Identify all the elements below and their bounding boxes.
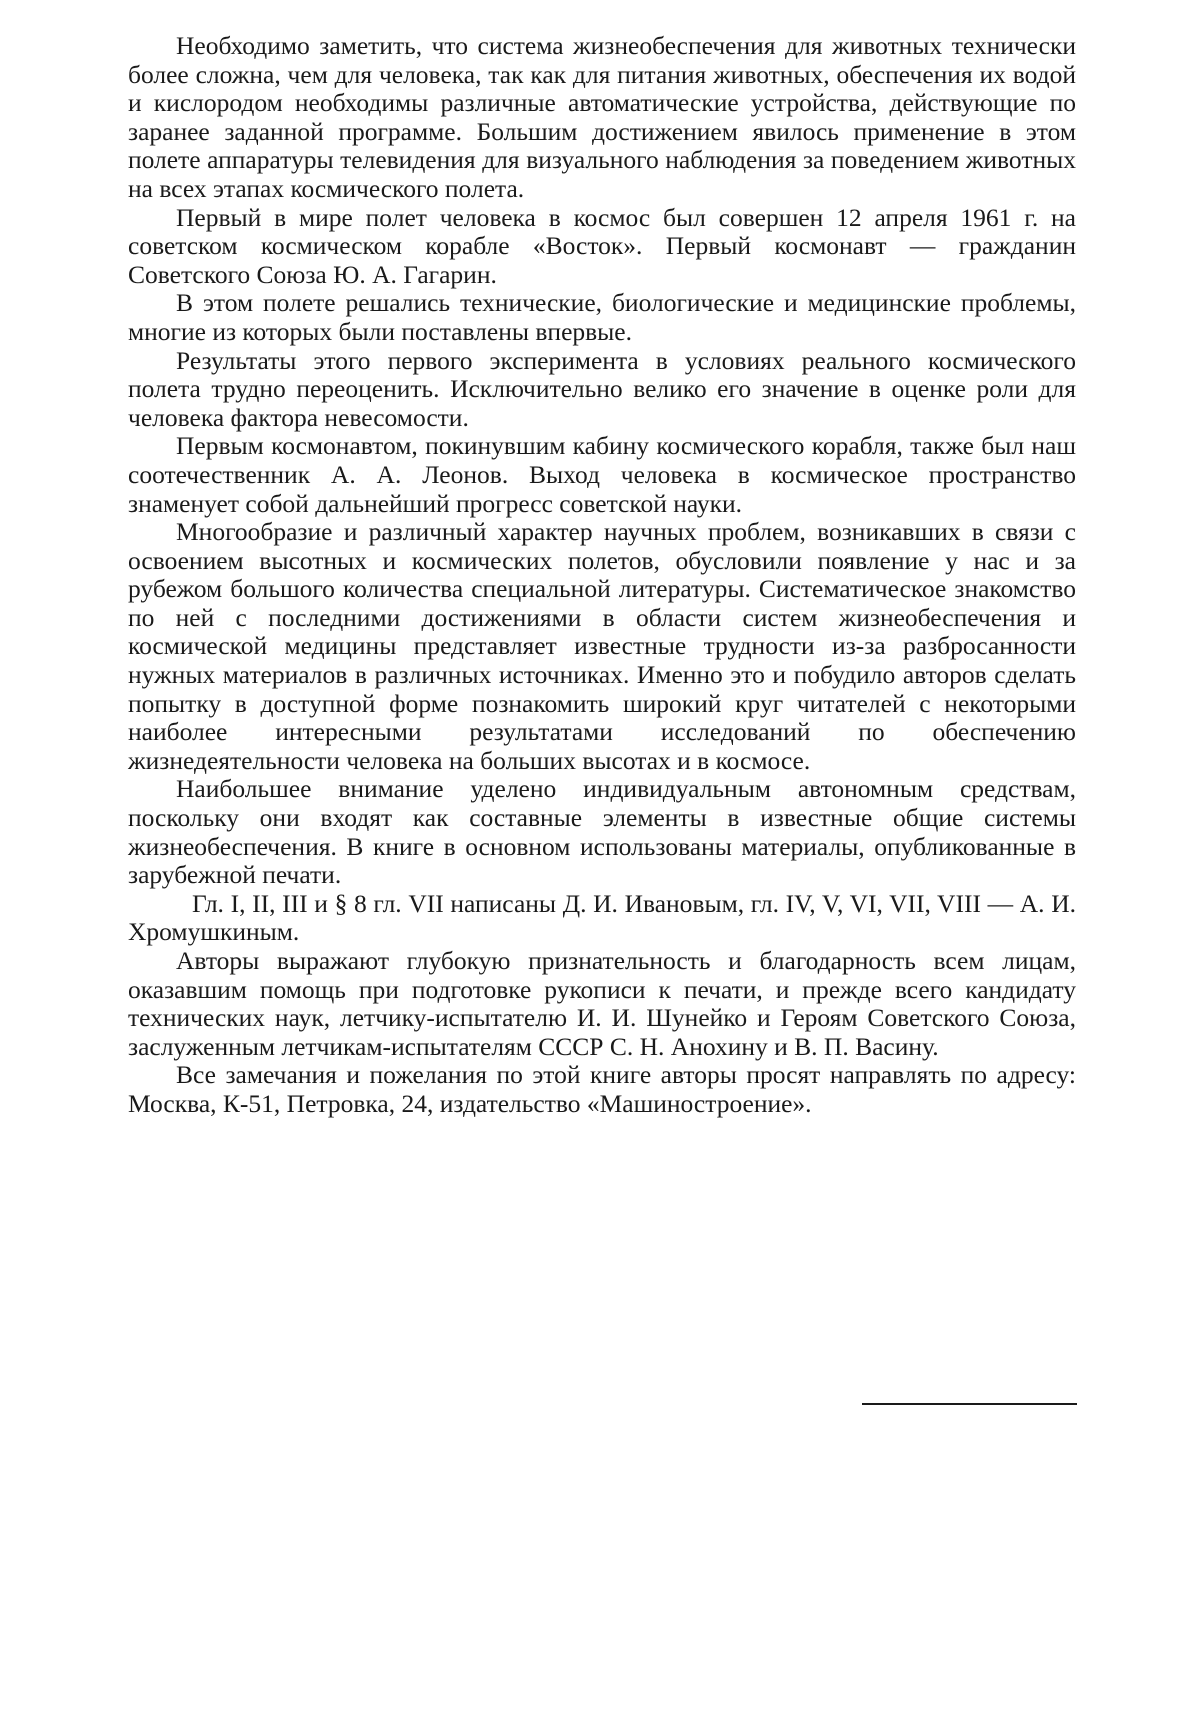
paragraph-acknowledgements: Авторы выражают глубокую признательность и благодарность всем лицам, оказавшим помощь при подготовке рукописи к печати, и прежде всего кандидату технических наук, летчику-испытателю И. И. Шунейко и Героям Советского Союза, заслуженным летчикам-испытателям СССР С. Н. Анохину и В. П. Васину.	[128, 946, 1076, 1061]
paragraph-contact-address: Все замечания и пожелания по этой книге авторы просят направлять по адресу: Москва, К-51, Петровка, 24, издательство «Машиностроение».	[128, 1060, 1076, 1118]
paragraph-authorship: Гл. I, II, III и § 8 гл. VII написаны Д. И. Ивановым, гл. IV, V, VI, VII, VIII — А. И. Хромушкиным.	[128, 888, 1076, 947]
section-end-rule	[862, 1403, 1077, 1405]
paragraph-spacewalk: Первым космонавтом, покинувшим кабину космического корабля, также был наш соотечественник А. А. Леонов. Выход человека в космическое пространство знаменует собой дальнейший прогресс советской науки.	[128, 431, 1076, 518]
paragraph-life-support-animals: Необходимо заметить, что система жизнеобеспечения для животных технически более сложна, чем для человека, так как для питания животных, обеспечения их водой и кислородом необходимы различные автоматические устройства, действующие по заранее заданной программе. Большим достижением явилось применение в этом полете аппаратуры телевидения для визуального наблюдения за поведением животных на всех этапах космического полета.	[128, 31, 1076, 203]
paragraph-flight-problems: В этом полете решались технические, биологические и медицинские проблемы, многие из которых были поставлены впервые.	[128, 288, 1076, 346]
paragraph-literature: Многообразие и различный характер научных проблем, возникавших в связи с освоением высотных и космических полетов, обусловили появление у нас и за рубежом большого количества специальной литературы. Систематическое знакомство по ней с последними достижениями в области систем жизнеобеспечения и космической медицины представляет известные трудности из-за разбросанности нужных материалов в различных источниках. Именно это и побудило авторов сделать попытку в доступной форме познакомить широкий круг читателей с некоторыми наиболее интересными результатами исследований по обеспечению жизнедеятельности человека на больших высотах и в космосе.	[128, 517, 1076, 775]
paragraph-first-flight: Первый в мире полет человека в космос был совершен 12 апреля 1961 г. на советском космическом корабле «Восток». Первый космонавт — гражданин Советского Союза Ю. А. Гагарин.	[128, 202, 1076, 289]
paragraph-focus: Наибольшее внимание уделено индивидуальным автономным средствам, поскольку они входят как составные элементы в известные общие системы жизнеобеспечения. В книге в основном использованы материалы, опубликованные в зарубежной печати.	[128, 774, 1076, 890]
preface-text	[128, 32, 1076, 1119]
paragraph-experiment-results: Результаты этого первого эксперимента в условиях реального космического полета трудно переоценить. Исключительно велико его значение в оценке роли для человека фактора невесомости.	[128, 345, 1076, 432]
